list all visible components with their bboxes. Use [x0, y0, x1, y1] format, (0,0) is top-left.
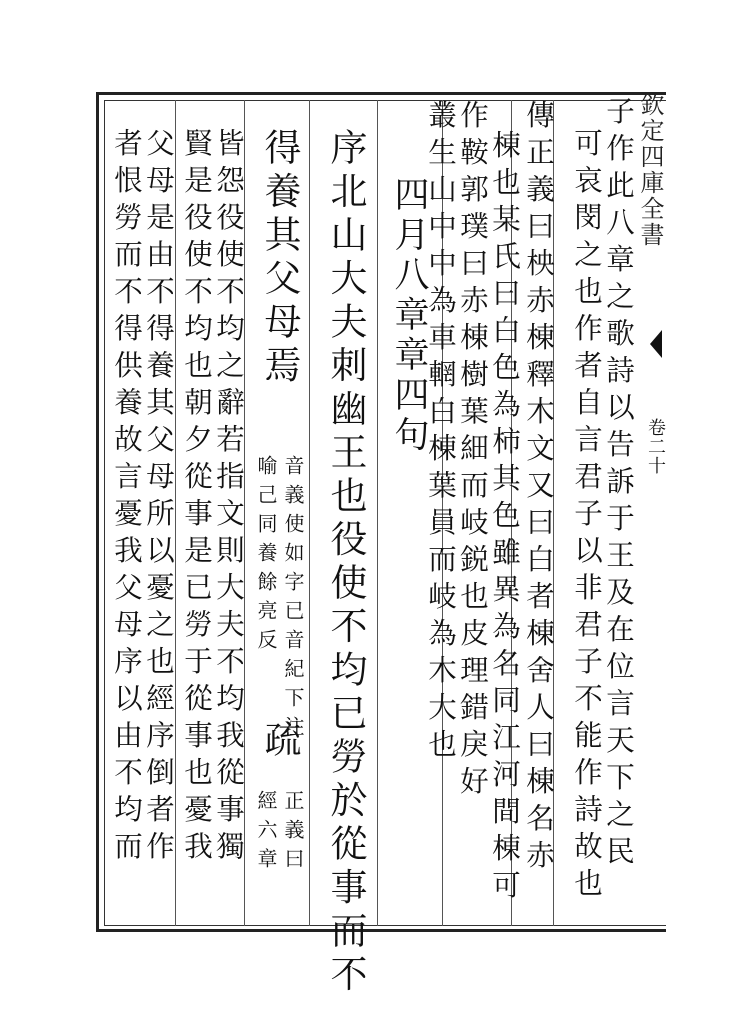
text-column: 作鞍郭璞曰赤棟樹葉細而岐鋭也皮理錯戾好 [456, 100, 489, 803]
text-column: 子作此八章之歌詩以告訴于王及在位言天下之民 [602, 96, 635, 873]
text-column: 皆怨役使不均之辭若指文則大夫不均我從事獨 [212, 128, 245, 868]
column-rule [309, 100, 310, 926]
margin-book-title: 欽定四庫全書 [636, 92, 664, 248]
margin-volume: 卷二十 [645, 418, 666, 475]
note-left: 經六章 [254, 790, 278, 877]
fish-tail-mark-icon [650, 330, 662, 358]
column-rule [377, 100, 378, 926]
text-column: 賢是役使不均也朝夕從事是已勞于從事也憂我 [180, 128, 213, 868]
note-left: 喻己同養餘亮反 [254, 455, 278, 658]
note-right: 音義使如字已音紀下注 [281, 455, 305, 745]
text-column: 棟也某氏曰白色為柿其色雖異為名同江河間棟可 [488, 130, 521, 907]
text-column: 者恨勞而不得供養故言憂我父母序以由不均而 [110, 128, 143, 868]
column-rule [175, 100, 176, 926]
commentary-marker: 疏 [258, 720, 301, 764]
chapter-count-line: 四月八章章四句 [389, 176, 429, 456]
text-column: 叢生山中中為車輞白棟葉員而岐為木大也 [424, 100, 457, 766]
note-right: 正義曰 [281, 790, 305, 877]
text-column: 父母是由不得養其父母所以憂之也經序倒者作 [142, 128, 175, 868]
text-column: 可哀閔之也作者自言君子以非君子不能作詩故也 [570, 128, 603, 905]
preface-line-end: 得養其父母焉 [258, 128, 301, 389]
preface-line: 序北山大夫刺幽王也役使不均已勞於從事而不 [324, 128, 367, 998]
text-column: 傳正義曰柍赤棟釋木文又曰白者棟舍人曰棟名赤 [522, 100, 555, 877]
